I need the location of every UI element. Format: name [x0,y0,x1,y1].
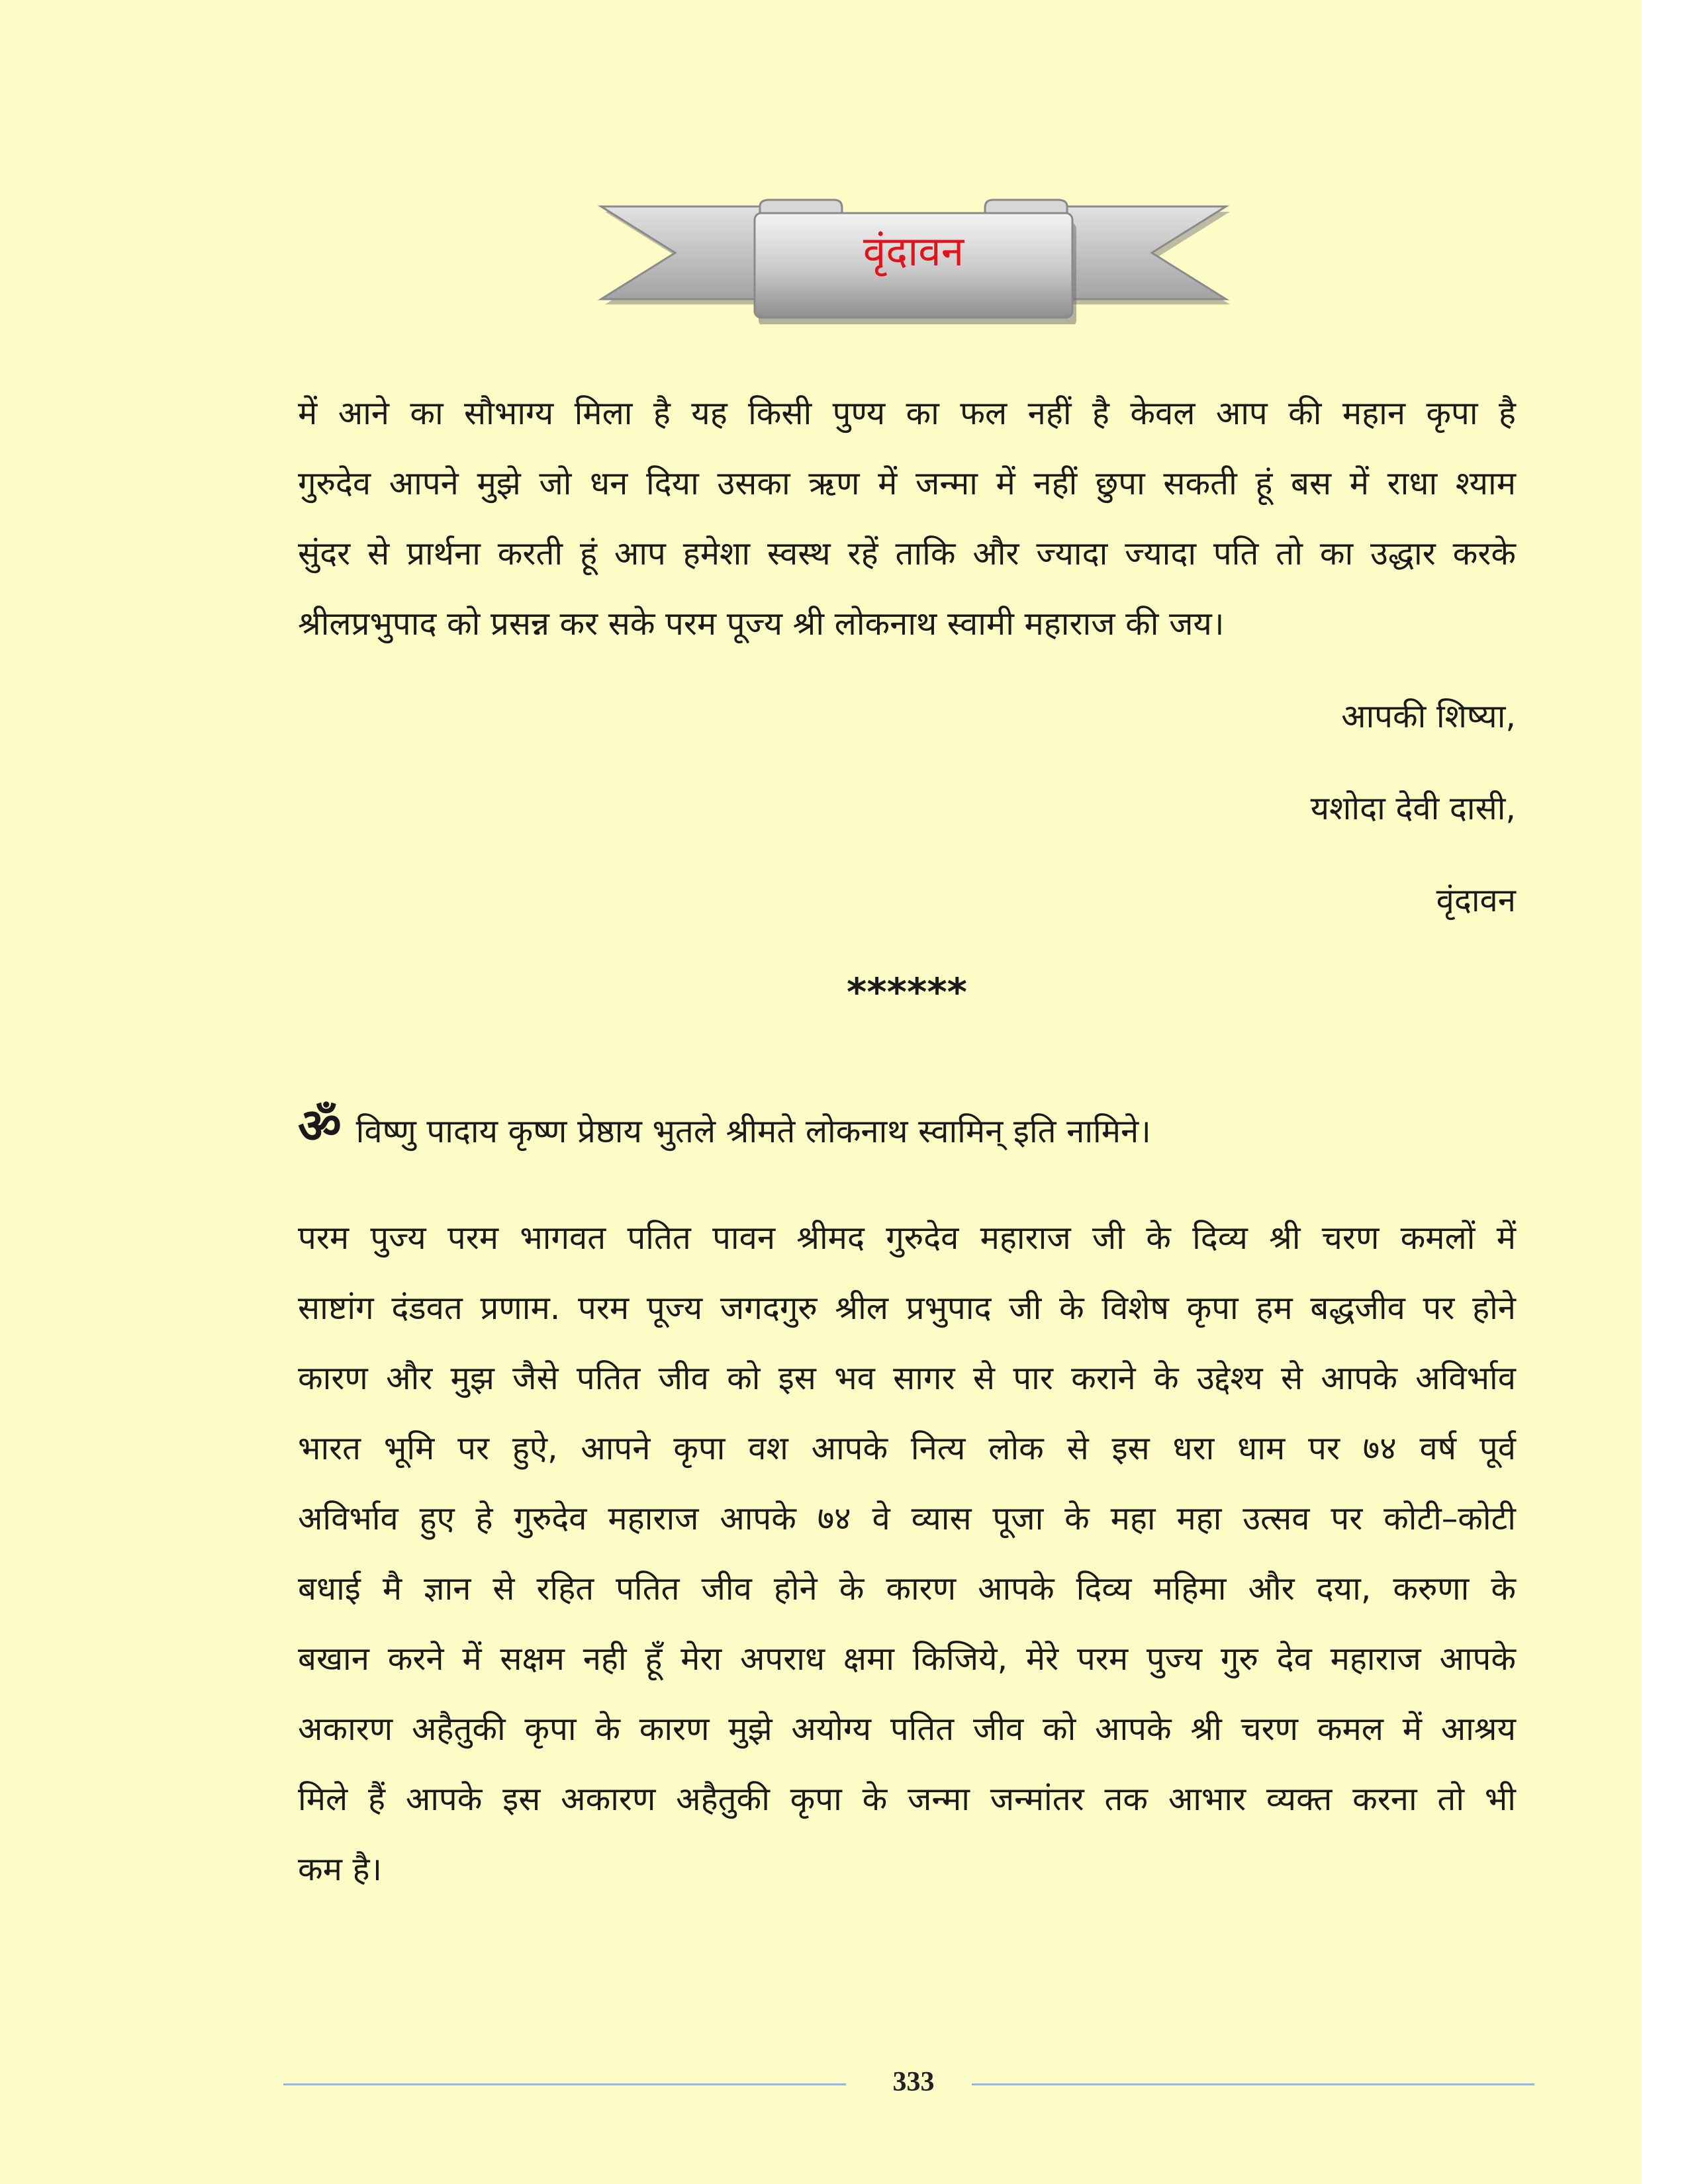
text-line: बधाई मै ज्ञान से रहित पतित जीव होने के कारण आपके दिव्य महिमा और दया, करुणा के [298,1570,1516,1608]
mantra-line [298,1092,1556,1157]
text-line: मिले हैं आपके इस अकारण अहैतुकी कृपा के जन्मा जन्मांतर तक आभार व्यक्त करना तो भी [298,1780,1516,1818]
signature-name: यशोदा देवी दासी, [1310,790,1516,827]
text-line: श्रीलप्रभुपाद को प्रसन्न कर सके परम पूज्य श्री लोकनाथ स्वामी महाराज की जय। [298,605,1225,643]
page-number: 333 [892,2067,935,2097]
text-line: कम है। [298,1850,383,1888]
text-line: भारत भूमि पर हुऐ, आपने कृपा वश आपके नित्य लोक से इस धरा धाम पर ७४ वर्ष पूर्व [298,1430,1516,1467]
text-line: परम पुज्य परम भागवत पतित पावन श्रीमद गुरुदेव महाराज जी के दिव्य श्री चरण कमलों में [298,1219,1516,1257]
text-line: साष्टांग दंडवत प्रणाम. परम पूज्य जगदगुरु श्रील प्रभुपाद जी के विशेष कृपा हम बद्धजीव पर होने [298,1289,1516,1327]
footer-rule-right [972,2083,1534,2085]
text-line: बखान करने में सक्षम नही हूँ मेरा अपराध क्षमा किजिये, मेरे परम पुज्य गुरु देव महाराज आपके [298,1640,1516,1678]
text-line: कारण और मुझ जैसे पतित जीव को इस भव सागर से पार कराने के उद्देश्य से आपके अविर्भाव [298,1359,1516,1397]
mantra-text: विष्णु पादाय कृष्ण प्रेष्ठाय भुतले श्रीमते लोकनाथ स्वामिन् इति नामिने। [355,1113,1151,1150]
text-line: गुरुदेव आपने मुझे जो धन दिया उसका ऋण में जन्मा में नहीं छुपा सकती हूं बस में राधा श्याम [298,465,1516,502]
footer-rule-left [283,2083,846,2085]
letter-end-paragraph [298,379,1516,659]
section-separator: ****** [847,970,967,1015]
text-line: अकारण अहैतुकी कृपा के कारण मुझे अयोग्य पतित जीव को आपके श्री चरण कमल में आश्रय [298,1710,1516,1748]
text-line: सुंदर से प्रार्थना करती हूं आप हमेशा स्वस्थ रहें ताकि और ज्यादा ज्यादा पति तो का उद्धार करके [298,535,1516,572]
om-symbol: ॐ [298,1098,342,1154]
signature-closing: आपकी शिष्या, [1341,698,1516,735]
banner-title: वृंदावन [863,227,964,275]
title-banner [596,199,1231,324]
signature-place: वृंदावन [1436,882,1516,919]
text-line: अविर्भाव हुए हे गुरुदेव महाराज आपके ७४ वे व्यास पूजा के महा महा उत्सव पर कोटी–कोटी [298,1500,1516,1537]
next-letter-paragraph [298,1203,1516,1905]
text-line: में आने का सौभाग्य मिला है यह किसी पुण्य का फल नहीं है केवल आप की महान कृपा है [298,394,1516,432]
